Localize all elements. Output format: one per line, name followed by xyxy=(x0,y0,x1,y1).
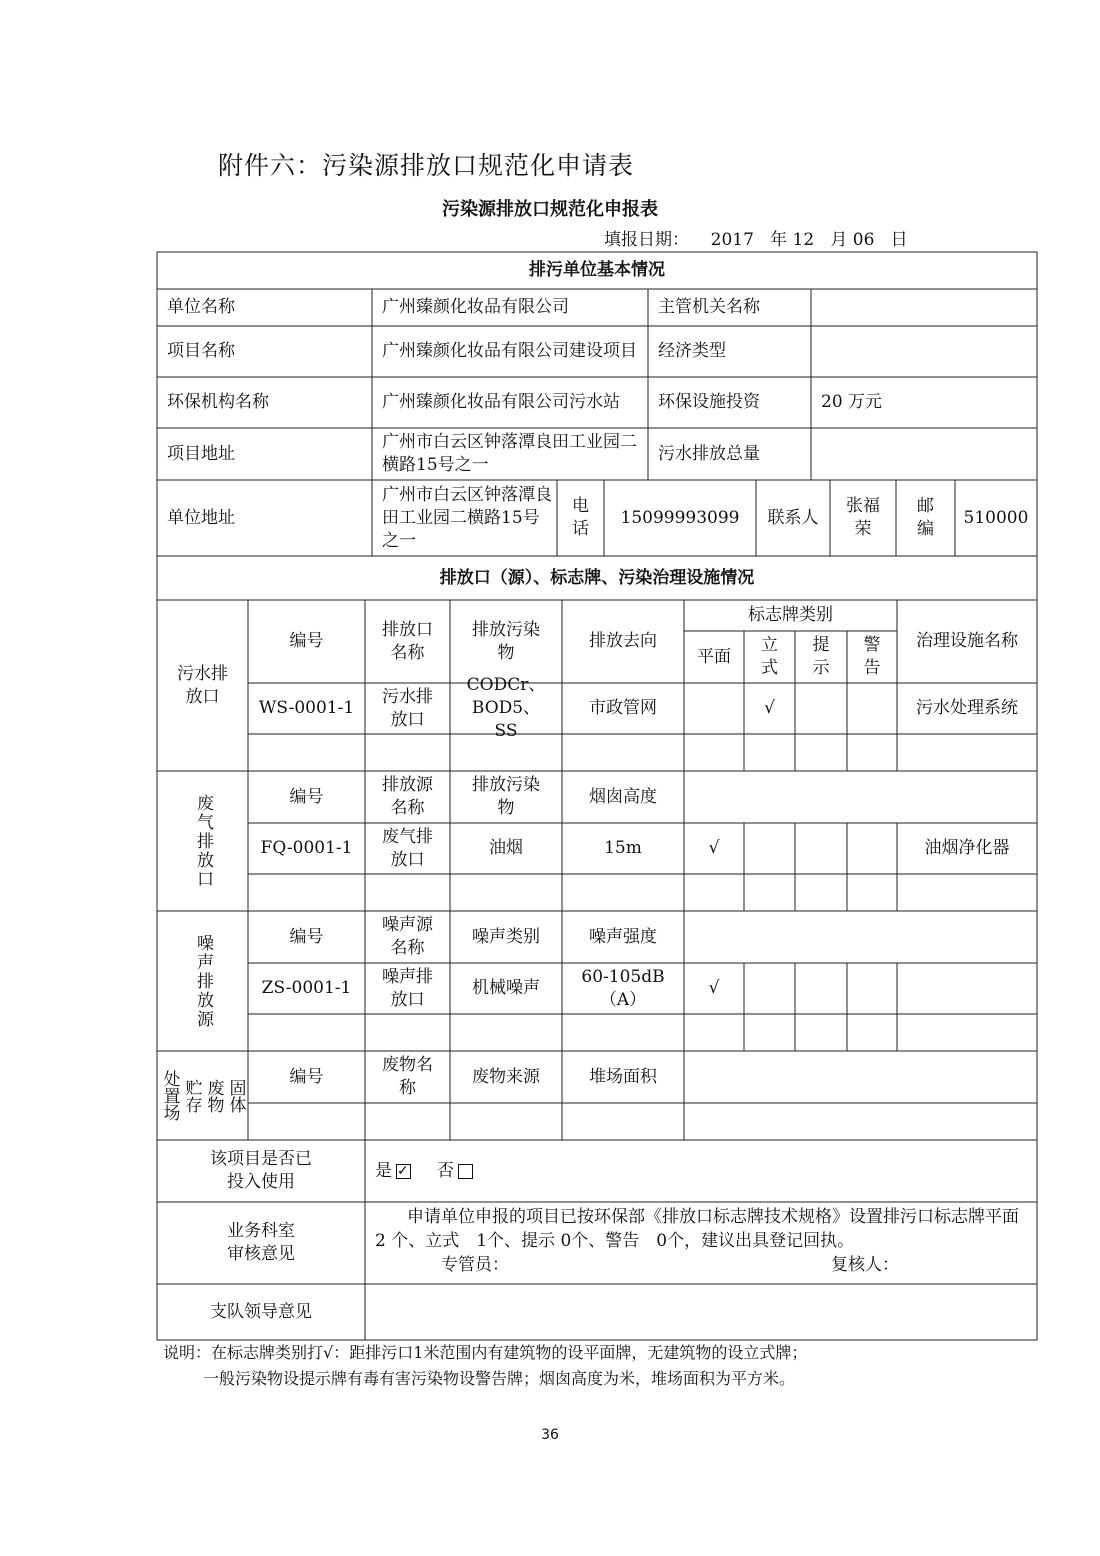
project-addr-label: 项目地址 xyxy=(167,443,235,464)
noise-sign-warn xyxy=(847,963,897,1014)
solid-label-line-2: 废物 xyxy=(203,1078,224,1113)
noise-sign-stand xyxy=(744,963,795,1014)
env-org-value: 广州臻颜化妆品有限公司污水站 xyxy=(382,392,620,412)
fill-date-month: 12 xyxy=(792,230,815,250)
noise-header-intensity: 噪声强度 xyxy=(589,926,657,947)
gas-sign-warn xyxy=(847,823,897,874)
fill-date-year: 2017 xyxy=(710,230,754,250)
gas-sign-hint xyxy=(795,823,847,874)
ww-sign-stand: √ xyxy=(764,698,775,718)
gas-sign-flat: √ xyxy=(708,838,720,858)
noise-sign-flat: √ xyxy=(708,978,720,998)
in-use-no-checkbox[interactable] xyxy=(458,1164,473,1179)
econ-type-label: 经济类型 xyxy=(658,341,726,361)
fill-date-day-unit: 日 xyxy=(890,230,908,250)
gas-name: 废气排放口 xyxy=(382,826,433,870)
form-title: 污染源排放口规范化申报表 xyxy=(442,199,658,220)
ww-destination: 市政管网 xyxy=(589,698,657,718)
project-name-label: 项目名称 xyxy=(167,341,235,361)
sign-category-header: 标志牌类别 xyxy=(748,605,833,625)
sign-type-hint: 提示 xyxy=(812,635,830,678)
in-use-no-label: 否 xyxy=(437,1160,454,1181)
solid-header-source: 废物来源 xyxy=(472,1066,540,1087)
ww-header-destination: 排放去向 xyxy=(589,631,657,651)
gas-header-pollutant: 排放污染物 xyxy=(472,775,540,818)
noise-name: 噪声排放口 xyxy=(382,966,433,1010)
noise-intensity: 60-105dB（A） xyxy=(581,966,665,1010)
leader-opinion-label: 支队领导意见 xyxy=(210,1301,312,1322)
noise-header-type: 噪声类别 xyxy=(472,926,540,947)
fill-date-month-unit: 月 xyxy=(830,230,848,250)
section-title-outlets: 排放口（源）、标志牌、污染治理设施情况 xyxy=(439,567,755,588)
env-invest-label: 环保设施投资 xyxy=(658,392,760,412)
gas-outlet-label: 废气排放口 xyxy=(193,793,213,889)
phone-value: 15099993099 xyxy=(620,507,740,528)
gas-sign-stand xyxy=(744,823,795,874)
econ-type-value xyxy=(811,326,1037,377)
unit-name-label: 单位名称 xyxy=(167,297,235,317)
unit-name-value: 广州臻颜化妆品有限公司 xyxy=(382,297,569,317)
review-checker: 复核人： xyxy=(831,1255,899,1275)
wastewater-total-label: 污水排放总量 xyxy=(658,443,760,464)
sign-type-warn: 警告 xyxy=(863,635,881,678)
solid-label-line-1: 固体 xyxy=(225,1078,246,1113)
solid-label-line-3: 贮存 xyxy=(181,1078,202,1113)
review-officer: 专管员： xyxy=(441,1255,509,1275)
noise-sign-hint xyxy=(795,963,847,1014)
in-use-yes-label: 是 xyxy=(375,1160,392,1181)
contact-label: 联系人 xyxy=(767,507,819,528)
solid-header-name: 废物名称 xyxy=(382,1055,433,1098)
ww-header-code: 编号 xyxy=(289,631,324,651)
solid-header-area: 堆场面积 xyxy=(589,1066,657,1087)
gas-code: FQ-0001-1 xyxy=(260,838,353,858)
in-use-options xyxy=(365,1140,1037,1202)
noise-code: ZS-0001-1 xyxy=(261,978,352,998)
review-label: 业务科室审核意见 xyxy=(227,1221,295,1264)
ww-name: 污水排放口 xyxy=(382,686,433,730)
phone-label: 电话 xyxy=(572,496,589,539)
postcode-label: 邮编 xyxy=(917,496,934,539)
review-text: 申请单位申报的项目已按环保部《排放口标志牌技术规格》设置排污口标志牌平面 2 个、立式 1个、提示 0个、警告 0个，建议出具登记回执。 xyxy=(375,1207,1019,1251)
env-org-label: 环保机构名称 xyxy=(167,392,269,412)
wastewater-outlet-label: 污水排放口 xyxy=(177,663,228,707)
fill-date-label: 填报日期： xyxy=(604,230,689,250)
postcode-value: 510000 xyxy=(963,507,1029,528)
leader-opinion-value xyxy=(365,1284,1037,1340)
in-use-yes-checkbox[interactable] xyxy=(396,1164,411,1179)
in-use-label: 该项目是否已投入使用 xyxy=(210,1149,312,1192)
project-name-value: 广州臻颜化妆品有限公司建设项目 xyxy=(382,341,637,361)
gas-header-height: 烟囱高度 xyxy=(589,786,657,807)
gas-pollutant: 油烟 xyxy=(489,838,523,858)
review-opinion xyxy=(365,1205,1037,1284)
noise-header-name: 噪声源名称 xyxy=(382,915,433,958)
wastewater-total-value xyxy=(811,428,1037,480)
ww-sign-warn xyxy=(847,683,897,734)
noise-type: 机械噪声 xyxy=(472,978,540,998)
authority-label: 主管机关名称 xyxy=(658,297,760,317)
ww-header-name: 排放口名称 xyxy=(382,619,433,663)
facility-header: 治理设施名称 xyxy=(916,631,1018,651)
noise-header-code: 编号 xyxy=(289,926,324,947)
env-invest-value: 20 万元 xyxy=(821,392,883,412)
ww-pollutant: CODCr、BOD5、SS xyxy=(466,675,546,741)
page-number: 36 xyxy=(541,1427,559,1443)
authority-value xyxy=(811,289,1037,326)
gas-height: 15m xyxy=(604,838,642,858)
ww-code: WS-0001-1 xyxy=(258,698,355,718)
fill-date-year-unit: 年 xyxy=(770,230,788,250)
contact-value: 张福荣 xyxy=(846,496,880,539)
ww-facility: 污水处理系统 xyxy=(916,698,1018,718)
fill-date-day: 06 xyxy=(852,230,875,250)
solid-label-line-4: 处置场 xyxy=(159,1070,180,1121)
ww-header-pollutant: 排放污染物 xyxy=(472,619,540,663)
unit-addr-value: 广州市白云区钟落潭良田工业园二横路15号之一 xyxy=(382,484,552,551)
solid-waste-label xyxy=(157,1051,248,1140)
unit-addr-label: 单位地址 xyxy=(167,507,235,528)
sign-type-flat: 平面 xyxy=(697,646,731,667)
gas-facility: 油烟净化器 xyxy=(924,838,1010,858)
ww-sign-hint xyxy=(795,683,847,734)
section-title-basic: 排污单位基本情况 xyxy=(529,260,665,280)
note-line-2: 一般污染物设提示牌有毒有害污染物设警告牌；烟囱高度为米，堆场面积为平方米。 xyxy=(203,1369,796,1388)
gas-header-code: 编号 xyxy=(289,786,324,807)
solid-header-code: 编号 xyxy=(289,1066,324,1087)
noise-facility xyxy=(897,963,1037,1014)
project-addr-value: 广州市白云区钟落潭良田工业园二横路15号之一 xyxy=(382,432,637,475)
note-line-1: 说明：在标志牌类别打√：距排污口1米范围内有建筑物的设平面牌，无建筑物的设立式牌； xyxy=(163,1343,808,1362)
noise-source-label: 噪声排放源 xyxy=(193,933,213,1029)
page-heading: 附件六：污染源排放口规范化申请表 xyxy=(218,151,635,180)
gas-header-name: 排放源名称 xyxy=(382,775,433,818)
sign-type-stand: 立式 xyxy=(761,635,778,678)
ww-sign-flat xyxy=(684,683,744,734)
